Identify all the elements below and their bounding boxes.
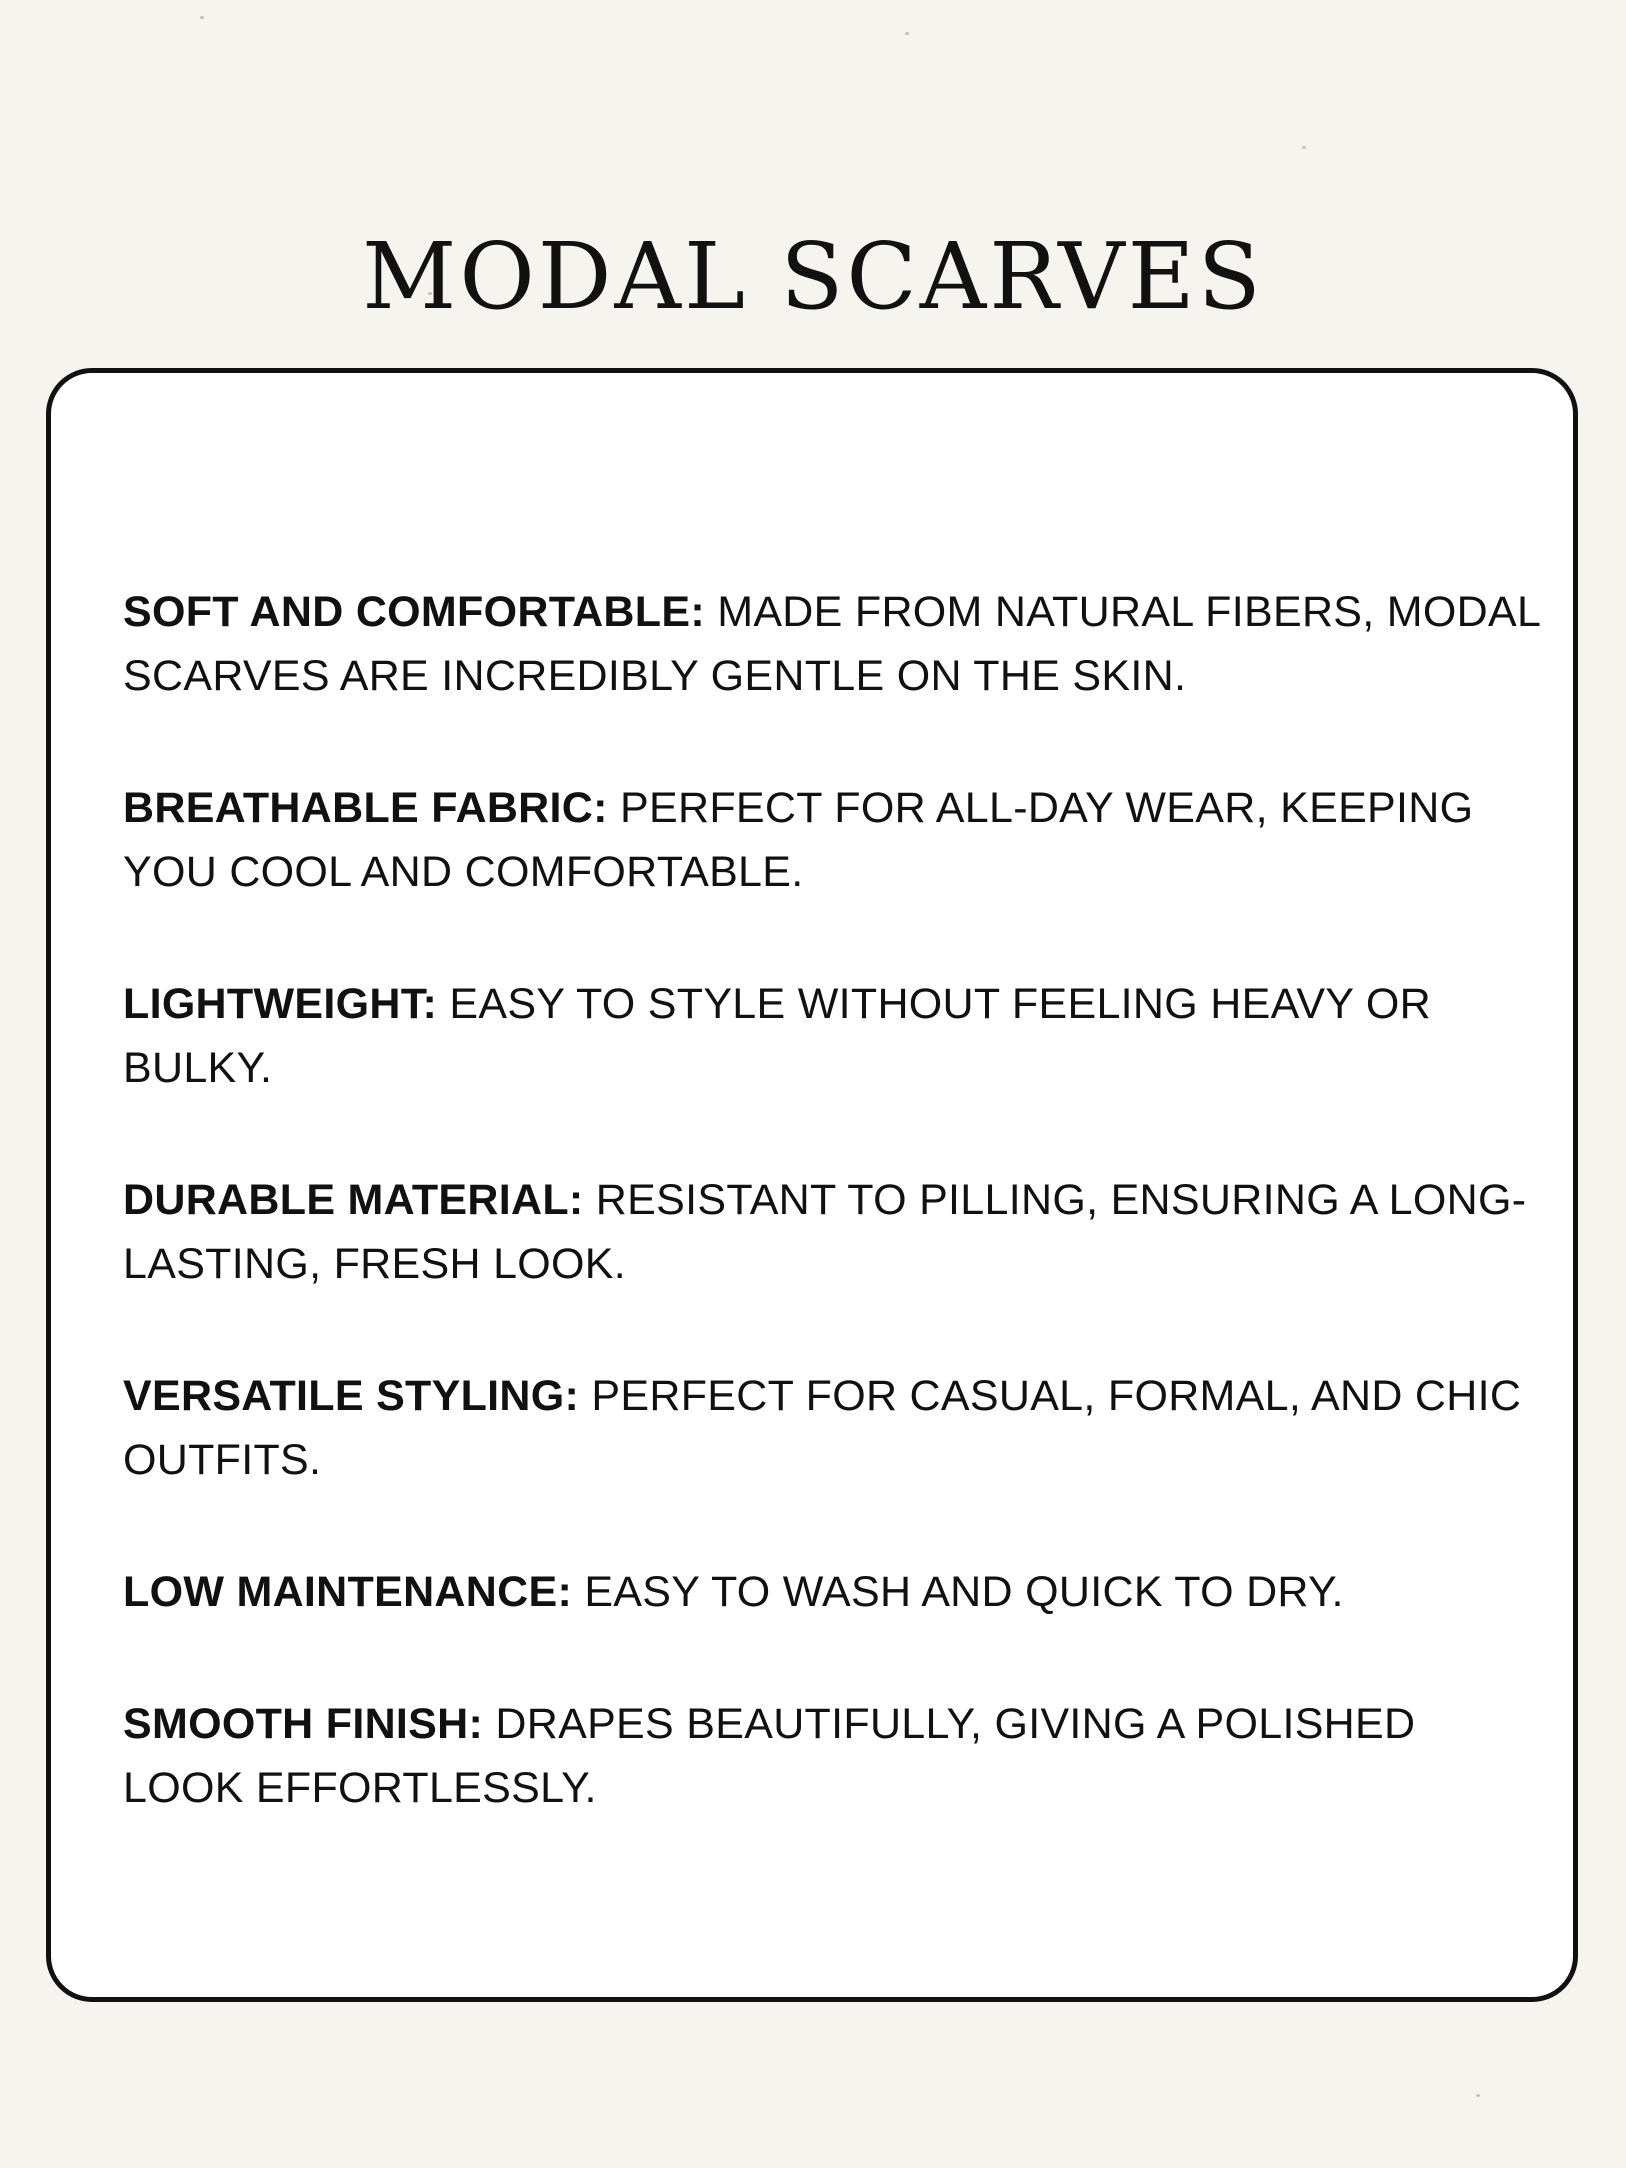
feature-item [123,580,1543,708]
feature-item [123,1364,1543,1492]
feature-item [123,1692,1543,1820]
feature-description: RESISTANT TO PILLING, ENSURING A LONG-LASTING, FRESH LOOK. [123,1176,1527,1288]
feature-label: LOW MAINTENANCE: [123,1568,573,1616]
feature-label: BREATHABLE FABRIC: [123,784,608,832]
feature-description: PERFECT FOR CASUAL, FORMAL, AND CHIC OUTFITS. [123,1372,1522,1484]
feature-item [123,972,1543,1100]
feature-label: SMOOTH FINISH: [123,1700,484,1748]
paper-speck [1476,2094,1480,2097]
page-title: MODAL SCARVES [362,222,1264,330]
feature-label: VERSATILE STYLING: [123,1372,580,1420]
feature-list [123,580,1543,1888]
feature-label: DURABLE MATERIAL: [123,1176,584,1224]
feature-item [123,1168,1543,1296]
feature-description: EASY TO WASH AND QUICK TO DRY. [584,1568,1344,1616]
feature-description: MADE FROM NATURAL FIBERS, MODAL SCARVES ARE INCREDIBLY GENTLE ON THE SKIN. [123,588,1540,700]
paper-speck [200,16,204,19]
feature-label: LIGHTWEIGHT: [123,980,438,1028]
feature-label: SOFT AND COMFORTABLE: [123,588,705,636]
feature-description: PERFECT FOR ALL-DAY WEAR, KEEPING YOU COOL AND COMFORTABLE. [123,784,1474,896]
features-card [46,368,1578,2002]
feature-item [123,776,1543,904]
paper-speck [1302,146,1306,149]
paper-speck [905,32,909,35]
feature-item [123,1560,1543,1624]
feature-description: DRAPES BEAUTIFULLY, GIVING A POLISHED LOOK EFFORTLESSLY. [123,1700,1416,1812]
feature-description: EASY TO STYLE WITHOUT FEELING HEAVY OR BULKY. [123,980,1431,1092]
